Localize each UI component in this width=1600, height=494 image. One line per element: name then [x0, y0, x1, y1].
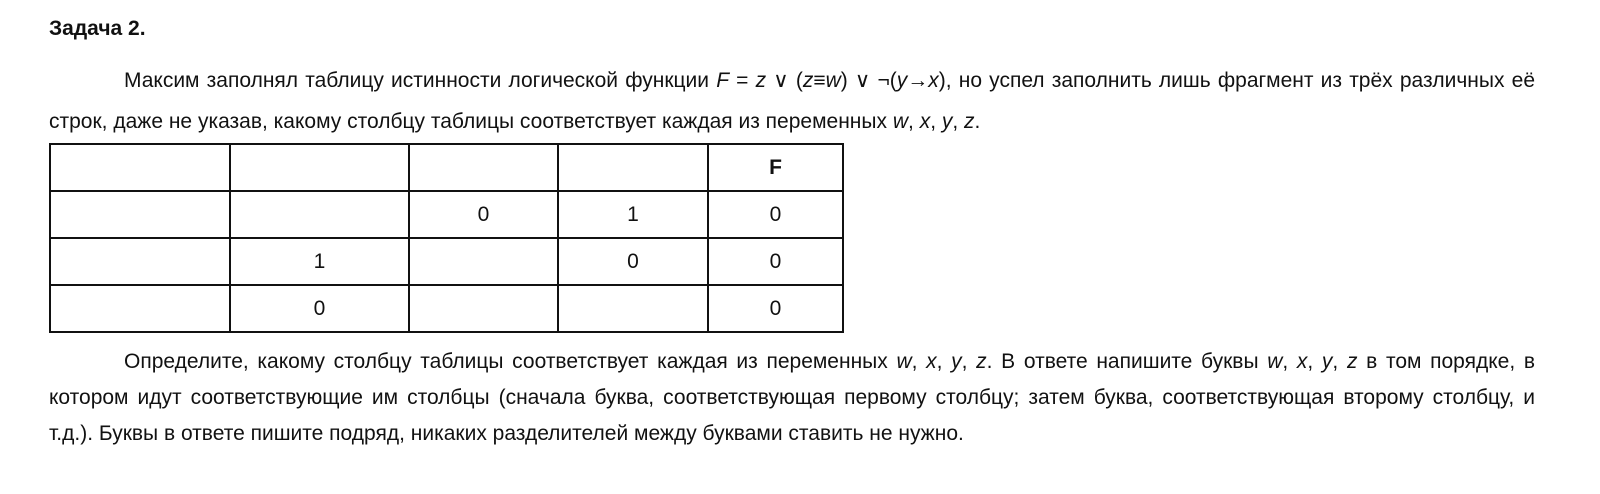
table-header-row — [50, 144, 843, 191]
separator: , — [961, 350, 977, 373]
answer-instructions — [49, 344, 1535, 452]
table-cell — [50, 191, 230, 238]
statement-intro: Максим заполнял таблицу истинности логической функции — [124, 69, 717, 92]
var-y: y — [1321, 350, 1333, 373]
or-operator: ∨ ( — [766, 69, 803, 92]
table-cell: 0 — [409, 191, 558, 238]
instructions-rest: в том порядке, в котором идут соответствующие им столбцы (сначала буква, соответствующая первому столбцу; затем буква, соответствующая второму столбцу, и т.д.). Буквы в ответе пишите подряд, никаких разделителей между буквами ставить не нужно. — [49, 350, 1536, 445]
header-cell-2 — [230, 144, 409, 191]
separator: , — [1332, 350, 1347, 373]
var-w: w — [892, 110, 909, 133]
table-cell — [50, 285, 230, 332]
table-row — [50, 238, 843, 285]
separator: , — [1282, 350, 1297, 373]
var-y: y — [896, 69, 908, 92]
var-x: x — [928, 69, 939, 92]
var-z: z — [964, 110, 975, 133]
header-cell-1 — [50, 144, 230, 191]
table-cell: 0 — [558, 238, 708, 285]
truth-table-fragment — [49, 143, 844, 333]
equivalence-operator: ≡ — [813, 69, 826, 92]
implication-operator: → — [907, 69, 929, 92]
table-cell-f: 0 — [708, 285, 843, 332]
table-cell — [409, 285, 558, 332]
separator: , — [936, 350, 952, 373]
var-z: z — [976, 350, 987, 373]
table-cell: 0 — [230, 285, 409, 332]
instructions-mid: . В ответе напишите буквы — [986, 350, 1268, 373]
header-cell-f: F — [708, 144, 843, 191]
table-row — [50, 191, 843, 238]
var-x: x — [926, 350, 937, 373]
separator: , — [911, 350, 927, 373]
table-cell — [230, 191, 409, 238]
separator: , — [952, 110, 965, 133]
function-name: F — [716, 69, 730, 92]
separator: , — [1307, 350, 1322, 373]
equals-sign: = — [729, 69, 756, 92]
var-w: w — [1267, 350, 1283, 373]
table-cell — [50, 238, 230, 285]
table-cell-f: 0 — [708, 238, 843, 285]
table-cell — [409, 238, 558, 285]
statement-rest: ), но успел заполнить лишь фрагмент из трёх различных её строк, даже не указав, какому столбцу таблицы соответствует каждая из переменных — [49, 69, 1535, 133]
or-not-operator: ) ∨ ¬( — [840, 69, 897, 92]
header-cell-4 — [558, 144, 708, 191]
var-z: z — [755, 69, 767, 92]
table-cell — [558, 285, 708, 332]
var-z: z — [802, 69, 814, 92]
header-cell-3 — [409, 144, 558, 191]
table-cell: 1 — [558, 191, 708, 238]
var-w: w — [825, 69, 841, 92]
task-title: Задача 2. — [49, 17, 146, 40]
table-row — [50, 285, 843, 332]
separator: , — [908, 110, 920, 133]
problem-statement — [49, 60, 1535, 142]
separator: , — [930, 110, 942, 133]
var-z: z — [1346, 350, 1358, 373]
var-w: w — [896, 350, 912, 373]
table-cell: 1 — [230, 238, 409, 285]
table-cell-f: 0 — [708, 191, 843, 238]
var-y: y — [941, 110, 953, 133]
period: . — [974, 110, 981, 133]
var-x: x — [919, 110, 931, 133]
var-y: y — [951, 350, 962, 373]
var-x: x — [1296, 350, 1308, 373]
instructions-intro: Определите, какому столбцу таблицы соответствует каждая из переменных — [124, 350, 897, 373]
